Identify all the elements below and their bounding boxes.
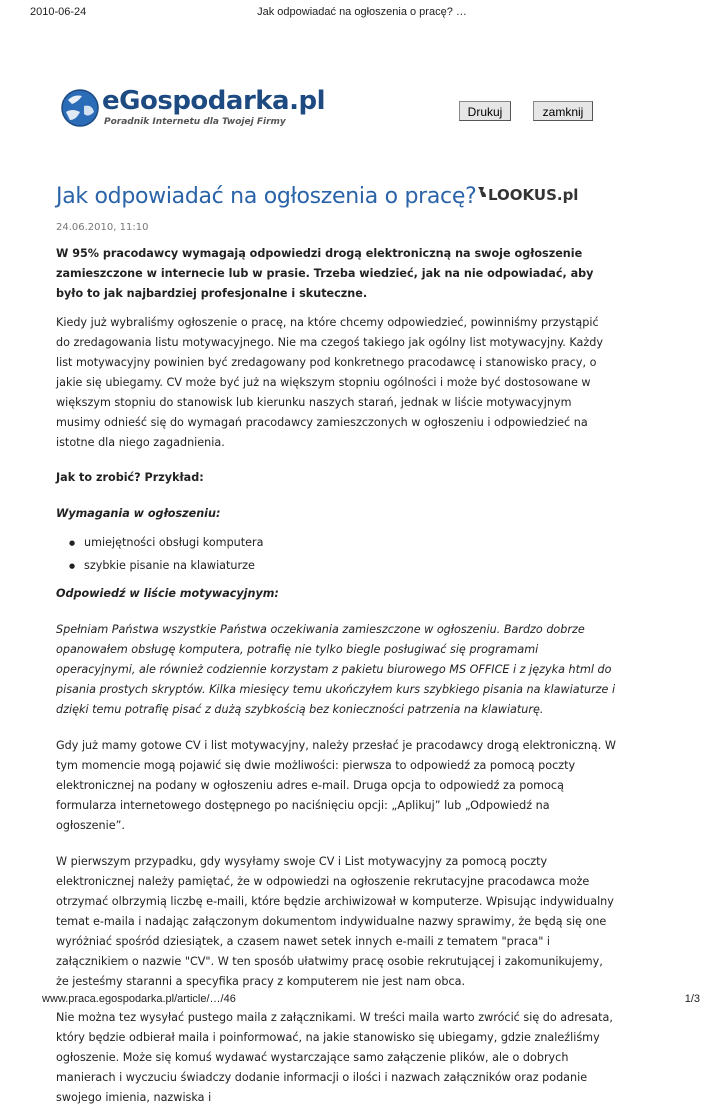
page-number: 1/3 [684,993,700,1005]
article-datetime: 24.06.2010, 11:10 [56,222,149,233]
letter-example: Spełniam Państwa wszystkie Państwa oczekiwania zamieszczone w ogłoszeniu. Bardzo dobrze opanowałem obsługę komputera, potrafię nie tylko biegle posługiwać się programami operacyjnymi, ale również codziennie korzystam z pakietu biurowego MS OFFICE i z języka html do pisania prostych skryptów. Kilka miesięcy temu ukończyłem kurs szybkiego pisania na klawiaturze i dzięki temu potrafię pisać z dużą szybkością bez konieczności patrzenia na klawiaturę. [56,623,616,716]
print-date: 2010-06-24 [30,6,87,18]
logo-brand: eGospodarka.pl [102,86,326,116]
sponsor-name: LOOKUS.pl [488,186,579,204]
article-paragraph: Nie można tez wysyłać pustego maila z załącznikami. W treści maila warto zwrócić się do adresata, który będzie odbierał maila i poinformować, na jakie stanowisko się ubiegamy, gdzie znaleźliśmy ogłoszenie. Może się komuś wydawać wystarczające samo załączenie plików, ale o dobrych manierach i wyczuciu świadczy dodanie informacji o ilości i nazwach załączników oraz podanie swojego imienia, nazwiska i [56,1011,613,1104]
list-item: ● szybkie pisanie na klawiaturze [84,556,616,576]
article-paragraph: Gdy już mamy gotowe CV i list motywacyjny, należy przesłać je pracodawcy drogą elektroniczną. W tym momencie mogą pojawić się dwie możliwości: pierwsza to odpowiedź za pomocą poczty elektronicznej na podany w ogłoszeniu adres e-mail. Druga opcja to odpowiedź za pomocą formularza internetowego dostępnego po naciśnięciu opcji: „Aplikuj” lub „Odpowiedź na ogłoszenie”. [56,739,616,832]
example-heading: Jak to zrobić? Przykład: [56,471,204,484]
list-item: ● umiejętności obsługi komputera [84,533,616,553]
site-logo[interactable] [60,84,330,134]
article-paragraph: W pierwszym przypadku, gdy wysyłamy swoje CV i List motywacyjny za pomocą poczty elektronicznej należy pamiętać, że w odpowiedzi na ogłoszenie rekrutacyjne pracodawca może otrzymać olbrzymią liczbę e-maili, które będzie archiwizował w komputerze. Wpisując indywidualny temat e-maila i nadając załączonym dokumentom indywidualne nazwy sprawimy, że będą się one wyróżniać spośród dziesiątek, a czasem nawet setek innych e-maili z tematem "praca" i załącznikiem o nazwie "CV". W ten sposób ułatwimy pracę osobie rekrutującej i zakomunikujemy, że jesteśmy staranni a specyfika pracy z komputerem nie jest nam obca. [56,855,614,988]
requirements-heading: Wymagania w ogłoszeniu: [56,507,221,520]
article-title: Jak odpowiadać na ogłoszenia o pracę? [56,184,477,209]
sponsor-logo[interactable] [476,181,596,209]
print-button[interactable]: Drukuj [459,101,511,121]
globe-icon [60,86,100,130]
print-title: Jak odpowiadać na ogłoszenia o pracę? … [257,6,467,18]
logo-tagline: Poradnik Internetu dla Twojej Firmy [104,117,286,127]
answer-heading: Odpowiedź w liście motywacyjnym: [56,587,279,600]
article-body [56,244,616,1108]
article-paragraph: Kiedy już wybraliśmy ogłoszenie o pracę, na które chcemy odpowiedzieć, powinniśmy przystąpić do zredagowania listu motywacyjnego. Nie ma czegoś takiego jak ogólny list motywacyjny. Każdy list motywacyjny powinien być zredagowany pod konkretnego pracodawcę i stanowisko pracy, o jakie się ubiegamy. CV może być już na większym stopniu ogólności i może być dostosowane w większym stopniu do stanowisk lub kierunku naszych starań, jednak w liście motywacyjnym musimy odnieść się do wymagań pracodawcy zamieszczonych w ogłoszeniu i odpowiedzieć na istotne dla niego zagadnienia. [56,316,603,449]
close-button[interactable]: zamknij [533,101,593,121]
print-url: www.praca.egospodarka.pl/article/…/46 [42,993,236,1005]
article-lead: W 95% pracodawcy wymagają odpowiedzi drogą elektroniczną na swoje ogłoszenie zamieszczone w internecie lub w prasie. Trzeba wiedzieć, jak na nie odpowiadać, aby było to jak najbardziej profesjonalne i skuteczne. [56,247,594,300]
requirements-list [56,533,616,576]
